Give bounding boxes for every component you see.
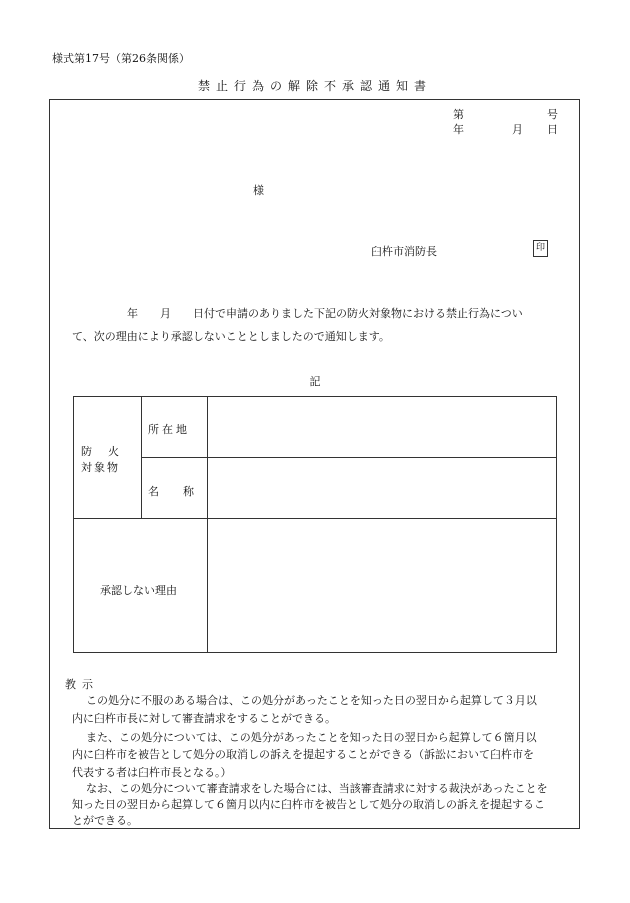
ki-heading: 記 [309, 375, 321, 388]
date-month-label: 月 [512, 123, 523, 136]
instruction-line: 代表する者は臼杵市長となる。） [72, 766, 232, 779]
table-divider-row [141, 457, 557, 458]
name-label-part-2: 称 [183, 485, 194, 498]
instruction-line: 内に臼杵市を被告として処分の取消しの訴えを提起することができる（訴訟において臼杵市を [72, 748, 534, 761]
document-title: 禁止行為の解除不承認通知書 [197, 79, 432, 93]
instruction-line: なお、この処分について審査請求をした場合には、当該審査請求に対する裁決があったことを [86, 782, 548, 795]
instruction-line: この処分に不服のある場合は、この処分があったことを知った日の翌日から起算して３月以 [86, 694, 537, 707]
body-text-line-2: て、次の理由により承認しないこととしましたので通知します。 [72, 330, 390, 343]
instruction-title: 教示 [65, 678, 99, 691]
name-label-part-1: 名 [148, 485, 159, 498]
details-table [73, 396, 557, 653]
number-prefix: 第 [453, 108, 464, 121]
instruction-line: また、この処分については、この処分があったことを知った日の翌日から起算して６箇月以 [86, 731, 537, 744]
date-year-label: 年 [453, 123, 464, 136]
rejection-reason-label: 承認しない理由 [100, 584, 177, 597]
instruction-line: 知った日の翌日から起算して６箇月以内に臼杵市を被告として処分の取消しの訴えを提起するこ [72, 798, 545, 811]
fire-target-label-line-2: 対象物 [81, 461, 120, 474]
location-label: 所在地 [148, 423, 190, 436]
instruction-line: 内に臼杵市長に対して審査請求をすることができる。 [72, 712, 336, 725]
addressee-honorific: 様 [253, 184, 264, 197]
body-text-line-1: 年 月 日付で申請のありました下記の防火対象物における禁止行為につい [127, 307, 523, 320]
instruction-line: とができる。 [72, 814, 138, 827]
table-divider-vertical [207, 396, 208, 653]
fire-target-label-line-1: 防火 [81, 445, 135, 458]
sender-name: 臼杵市消防長 [371, 245, 437, 258]
table-divider-section [73, 518, 557, 519]
date-day-label: 日 [547, 123, 558, 136]
form-number-label: 様式第17号（第26条関係） [52, 52, 190, 65]
number-suffix: 号 [547, 108, 558, 121]
seal-mark: 印 [533, 240, 548, 257]
